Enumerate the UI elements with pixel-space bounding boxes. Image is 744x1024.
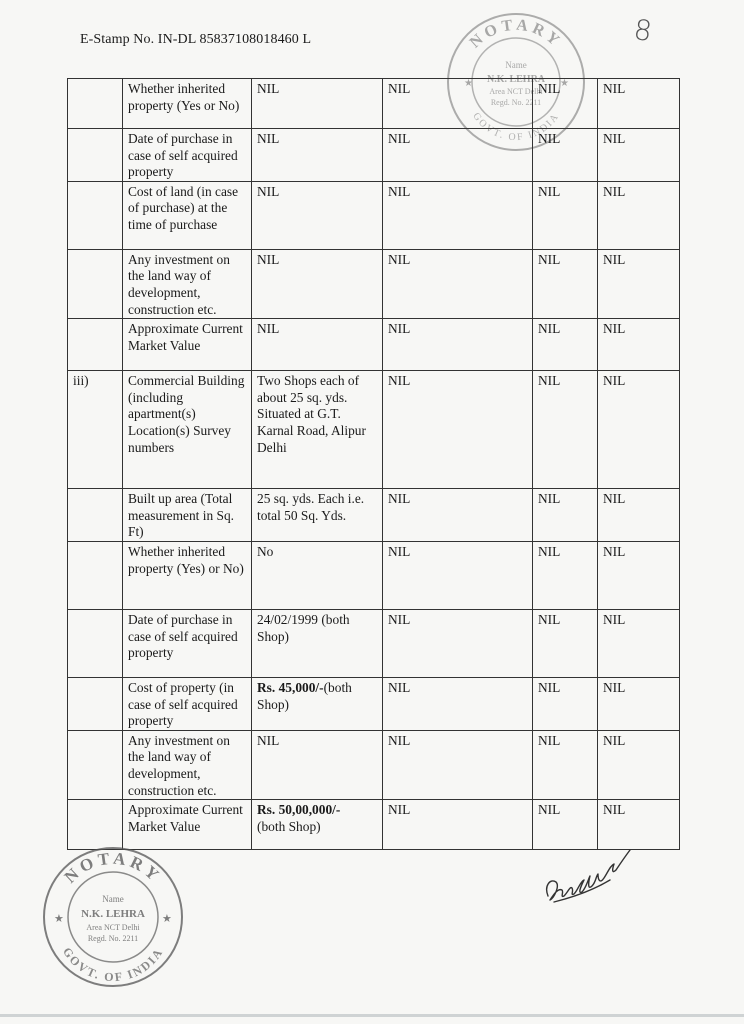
cell-col3: NIL [383,489,533,542]
cell-sno: iii) [68,371,123,489]
cell-col5: NIL [598,730,680,799]
cell-col5: NIL [598,249,680,318]
cell-col3: NIL [383,129,533,182]
cell-col3: NIL [383,541,533,609]
notary-seal-bottom [40,844,186,990]
cost-amount: Rs. 45,000/- [257,679,324,695]
cell-sno [68,129,123,182]
cell-col5: NIL [598,800,680,850]
cell-item: Whether inherited property (Yes) or No) [123,541,252,609]
star-icon: ★ [464,78,473,89]
scan-edge-line [0,1014,744,1017]
cell-col5: NIL [598,319,680,371]
cell-item: Commercial Building (including apartment(s) Location(s) Survey numbers [123,371,252,489]
cell-col5: NIL [598,541,680,609]
cell-details: NIL [252,129,383,182]
table-row [68,249,680,318]
cell-sno [68,609,123,677]
seal-name: N.K. LEHRA [486,74,546,85]
svg-text:NOTARY [467,17,565,52]
cell-item: Date of purchase in case of self acquired property [123,129,252,182]
cell-details: NIL [252,319,383,371]
seal-area: Area NCT Delhi [489,87,543,96]
table-row [68,371,680,489]
cell-col4: NIL [533,609,598,677]
cell-col5: NIL [598,129,680,182]
seal-reg: Regd. No. 2211 [87,934,139,943]
cell-item: Any investment on the land way of development, construction etc. [123,730,252,799]
cell-col4: NIL [533,319,598,371]
page-number: 8 [631,12,655,49]
seal-area: Area NCT Delhi [86,923,140,932]
cell-details [252,800,383,850]
cell-col4: NIL [533,489,598,542]
table-row [68,181,680,249]
seal-name-label: Name [102,894,124,904]
cell-item: Whether inherited property (Yes or No) [123,79,252,129]
cell-sno [68,677,123,730]
cell-details: NIL [252,79,383,129]
cell-col5: NIL [598,677,680,730]
star-icon: ★ [560,78,569,89]
cell-item: Any investment on the land way of development, construction etc. [123,249,252,318]
market-value-amount: Rs. 50,00,000/- [257,802,341,818]
cell-details: NIL [252,730,383,799]
cell-item: Built up area (Total measurement in Sq. Ft) [123,489,252,542]
cell-col4: NIL [533,677,598,730]
seal-name: N.K. LEHRA [81,908,145,920]
cell-item: Cost of land (in case of purchase) at the time of purchase [123,181,252,249]
table-row [68,489,680,542]
cell-col3: NIL [383,319,533,371]
cell-details [252,677,383,730]
cell-item: Approximate Current Market Value [123,319,252,371]
cell-col3: NIL [383,79,533,129]
cell-details: 25 sq. yds. Each i.e. total 50 Sq. Yds. [252,489,383,542]
cell-details: NIL [252,249,383,318]
cell-col3: NIL [383,800,533,850]
cell-col4: NIL [533,371,598,489]
seal-title: NOTARY [466,16,566,52]
cell-col3: NIL [383,730,533,799]
cell-details: NIL [252,181,383,249]
cell-sno [68,489,123,542]
signature [540,836,632,910]
stamp-number: E-Stamp No. IN-DL 85837108018460 L [80,32,312,47]
table-row [68,541,680,609]
seal-bottom-text: GOVT. OF INDIA [470,110,562,144]
table-row [68,730,680,799]
cell-col4: NIL [533,129,598,182]
cell-col5: NIL [598,609,680,677]
cell-col5: NIL [598,181,680,249]
cell-col3: NIL [383,677,533,730]
cell-col4: NIL [533,800,598,850]
seal-reg: Regd. No. 2211 [490,98,542,107]
cell-sno [68,249,123,318]
cell-sno [68,79,123,129]
cell-sno [68,541,123,609]
cell-col3: NIL [383,371,533,489]
cell-col3: NIL [383,181,533,249]
cell-col5: NIL [598,79,680,129]
seal-title: NOTARY [60,848,166,887]
table-row [68,79,680,129]
cell-col4: NIL [533,541,598,609]
cell-col4: NIL [533,730,598,799]
cell-sno [68,800,123,850]
cell-details: Two Shops each of about 25 sq. yds. Situated at G.T. Karnal Road, Alipur Delhi [252,371,383,489]
cell-details: No [252,541,383,609]
svg-text:NOTARY [61,849,166,887]
star-icon: ★ [162,913,172,925]
table-row [68,319,680,371]
cell-item: Date of purchase in case of self acquired property [123,609,252,677]
cell-col5: NIL [598,371,680,489]
cell-details: 24/02/1999 (both Shop) [252,609,383,677]
star-icon: ★ [54,913,64,925]
cell-col3: NIL [383,609,533,677]
cost-note: (both Shop) [257,679,352,712]
seal-bottom-text: GOVT. OF INDIA [59,944,167,985]
table-row [68,129,680,182]
cell-col4: NIL [533,79,598,129]
seal-name-label: Name [505,60,527,70]
cell-col5: NIL [598,489,680,542]
market-value-note: (both Shop) [257,818,321,834]
cell-sno [68,319,123,371]
cell-col4: NIL [533,181,598,249]
cell-item: Approximate Current Market Value [123,800,252,850]
table-row [68,677,680,730]
cell-sno [68,181,123,249]
cell-item: Cost of property (in case of self acquired property [123,677,252,730]
cell-col4: NIL [533,249,598,318]
table-row [68,609,680,677]
svg-text:GOVT. OF INDIA [60,945,166,984]
cell-sno [68,730,123,799]
cell-col3: NIL [383,249,533,318]
assets-table [67,78,680,850]
